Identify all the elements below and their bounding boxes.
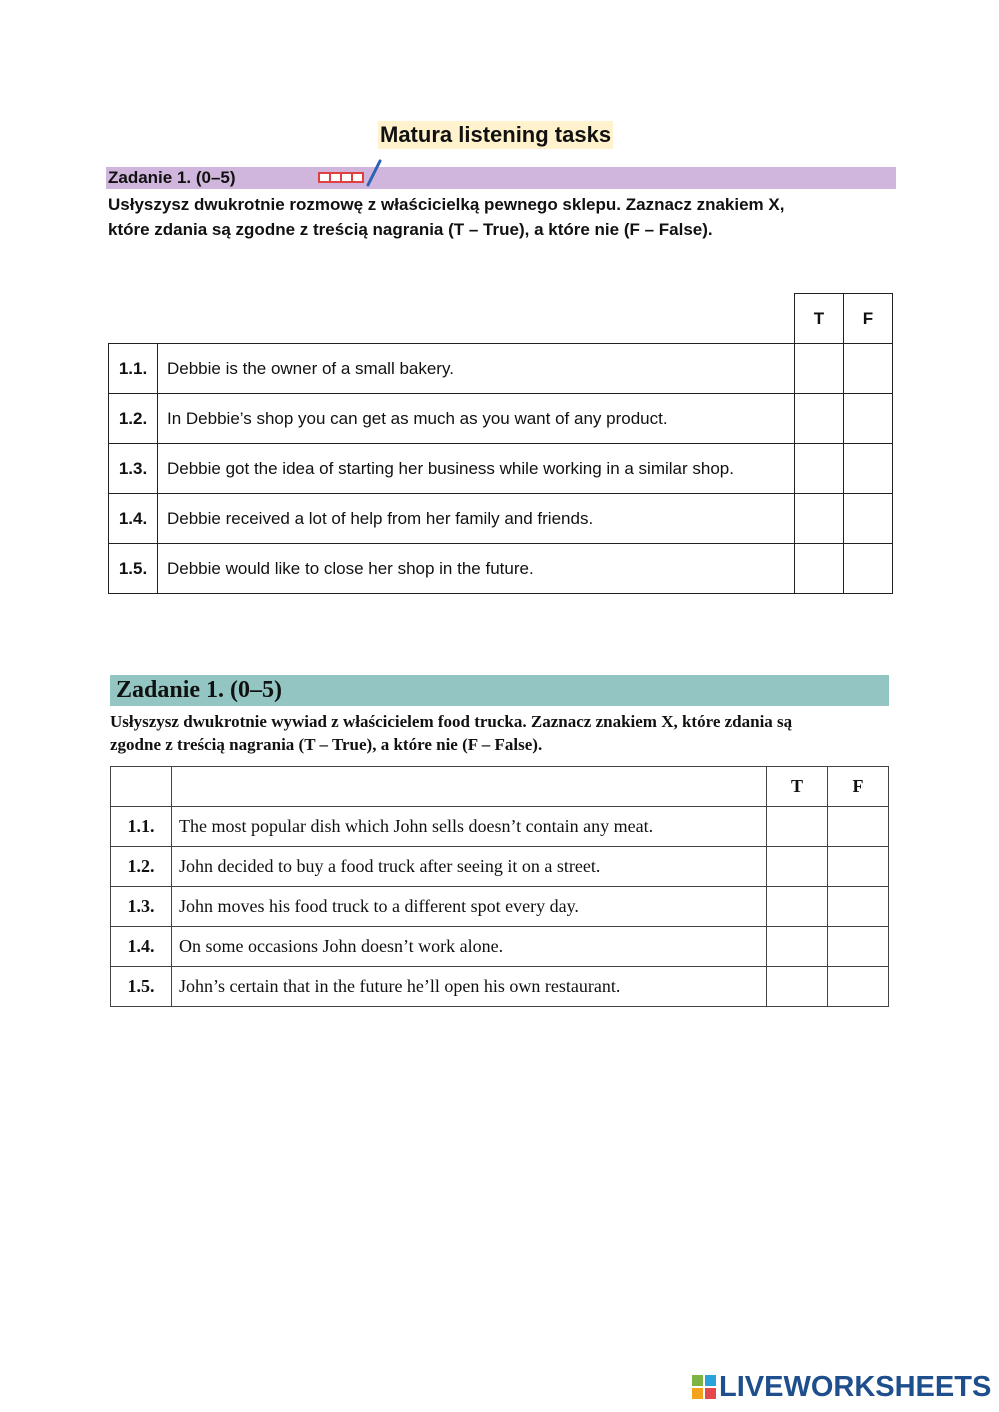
table-row bbox=[109, 394, 893, 444]
answer-false-box[interactable] bbox=[844, 494, 893, 544]
answer-true-box[interactable] bbox=[795, 494, 844, 544]
logo-text: LIVEWORKSHEETS bbox=[719, 1371, 992, 1403]
task1-header-row bbox=[109, 294, 893, 344]
statement-number: 1.5. bbox=[111, 967, 172, 1007]
answer-true-box[interactable] bbox=[795, 394, 844, 444]
table-row bbox=[109, 444, 893, 494]
task1-col-f: F bbox=[844, 294, 893, 344]
task1-instruction-line1: Usłyszysz dwukrotnie rozmowę z właścicielką pewnego sklepu. Zaznacz znakiem X, bbox=[108, 195, 785, 214]
table-row bbox=[109, 494, 893, 544]
statement-text: Debbie received a lot of help from her family and friends. bbox=[158, 494, 795, 544]
task2-header-band bbox=[110, 675, 889, 706]
table-row bbox=[111, 807, 889, 847]
table-row bbox=[111, 967, 889, 1007]
page-title: Matura listening tasks bbox=[380, 122, 612, 147]
answer-false-box[interactable] bbox=[828, 927, 889, 967]
task1-table bbox=[108, 293, 893, 594]
answer-true-box[interactable] bbox=[767, 967, 828, 1007]
task1-header-band bbox=[106, 167, 896, 189]
task2-instruction bbox=[110, 710, 895, 756]
task2-heading: Zadanie 1. (0–5) bbox=[116, 677, 283, 703]
statement-text: John moves his food truck to a different spot every day. bbox=[172, 887, 767, 927]
answer-false-box[interactable] bbox=[844, 344, 893, 394]
statement-text: Debbie got the idea of starting her business while working in a similar shop. bbox=[158, 444, 795, 494]
statement-number: 1.3. bbox=[109, 444, 158, 494]
answer-false-box[interactable] bbox=[828, 847, 889, 887]
answer-false-box[interactable] bbox=[844, 394, 893, 444]
statement-text: On some occasions John doesn’t work alone. bbox=[172, 927, 767, 967]
statement-text: The most popular dish which John sells doesn’t contain any meat. bbox=[172, 807, 767, 847]
statement-number: 1.2. bbox=[109, 394, 158, 444]
task2-table bbox=[110, 766, 889, 1007]
statement-number: 1.2. bbox=[111, 847, 172, 887]
statement-number: 1.5. bbox=[109, 544, 158, 594]
answer-true-box[interactable] bbox=[767, 807, 828, 847]
task1-heading: Zadanie 1. (0–5) bbox=[108, 168, 236, 187]
table-row bbox=[111, 847, 889, 887]
statement-text: Debbie is the owner of a small bakery. bbox=[158, 344, 795, 394]
task2-header-blank-stmt bbox=[172, 767, 767, 807]
answer-true-box[interactable] bbox=[795, 444, 844, 494]
answer-false-box[interactable] bbox=[828, 967, 889, 1007]
answer-false-box[interactable] bbox=[828, 807, 889, 847]
table-row bbox=[111, 927, 889, 967]
answer-true-box[interactable] bbox=[767, 847, 828, 887]
answer-true-box[interactable] bbox=[795, 544, 844, 594]
answer-false-box[interactable] bbox=[844, 444, 893, 494]
task2-col-f: F bbox=[828, 767, 889, 807]
task1-col-t: T bbox=[795, 294, 844, 344]
statement-number: 1.4. bbox=[109, 494, 158, 544]
statement-number: 1.4. bbox=[111, 927, 172, 967]
liveworksheets-logo bbox=[692, 1372, 991, 1402]
statement-number: 1.1. bbox=[111, 807, 172, 847]
answer-true-box[interactable] bbox=[767, 887, 828, 927]
table-row bbox=[111, 887, 889, 927]
statement-text: Debbie would like to close her shop in the future. bbox=[158, 544, 795, 594]
task1-header-blank bbox=[109, 294, 795, 344]
task2-instruction-line2: zgodne z treścią nagrania (T – True), a które nie (F – False). bbox=[110, 735, 543, 754]
task2-header-blank-num bbox=[111, 767, 172, 807]
statement-text: John’s certain that in the future he’ll open his own restaurant. bbox=[172, 967, 767, 1007]
statement-text: In Debbie’s shop you can get as much as you want of any product. bbox=[158, 394, 795, 444]
statement-text: John decided to buy a food truck after seeing it on a street. bbox=[172, 847, 767, 887]
answer-true-box[interactable] bbox=[767, 927, 828, 967]
task2-col-t: T bbox=[767, 767, 828, 807]
table-row bbox=[109, 544, 893, 594]
listening-tracks-pen-icon bbox=[316, 157, 386, 187]
liveworksheets-logo-icon bbox=[692, 1375, 716, 1399]
answer-true-box[interactable] bbox=[795, 344, 844, 394]
task2-header-row bbox=[111, 767, 889, 807]
table-row bbox=[109, 344, 893, 394]
answer-false-box[interactable] bbox=[844, 544, 893, 594]
statement-number: 1.1. bbox=[109, 344, 158, 394]
statement-number: 1.3. bbox=[111, 887, 172, 927]
task1-instruction-line2: które zdania są zgodne z treścią nagrania (T – True), a które nie (F – False). bbox=[108, 220, 713, 239]
answer-false-box[interactable] bbox=[828, 887, 889, 927]
task1-instruction bbox=[108, 192, 888, 242]
task2-instruction-line1: Usłyszysz dwukrotnie wywiad z właścicielem food trucka. Zaznacz znakiem X, które zdania są bbox=[110, 712, 793, 731]
